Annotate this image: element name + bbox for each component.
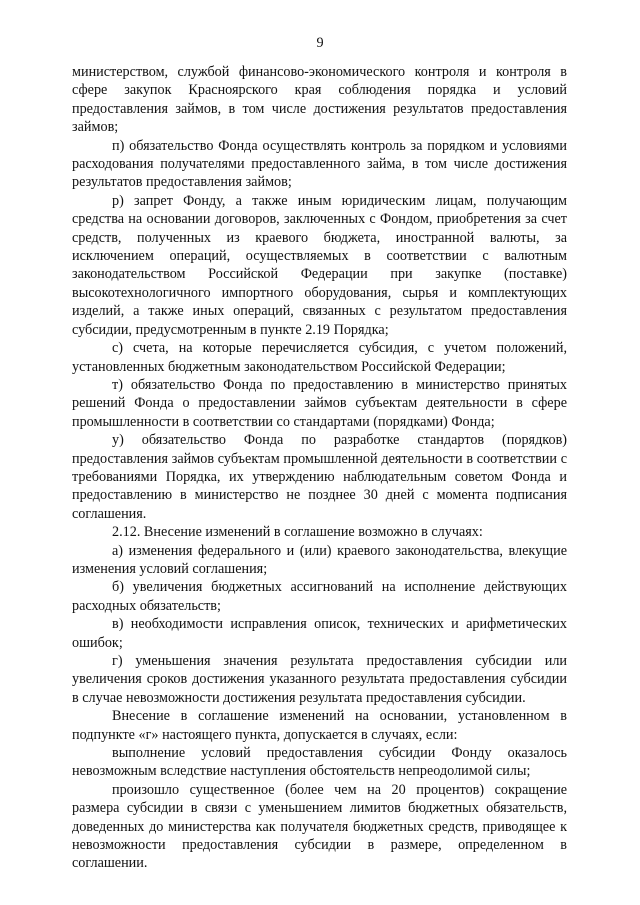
paragraph-case-g: г) уменьшения значения результата предоставления субсидии или увеличения сроков достижения указанного результата предоставления субсидии в случае невозможности достижения результата предоставления субсидии. xyxy=(72,653,567,706)
paragraph-ministry-control: министерством, службой финансово-экономического контроля и контроля в сфере закупок Красноярского края соблюдения порядка и условий предоставления займов, в том числе достижения результатов предоставления займов; xyxy=(72,64,567,136)
paragraph-amendment-grounds: Внесение в соглашение изменений на основании, установленном в подпункте «г» настоящего пункта, допускается в случаях, если: xyxy=(72,708,567,743)
paragraph-case-a: а) изменения федерального и (или) краевого законодательства, влекущие изменения условий соглашения; xyxy=(72,542,567,577)
document-body xyxy=(72,63,567,873)
paragraph-item-t: т) обязательство Фонда по предоставлению в министерство принятых решений Фонда о предоставлении займов субъектам деятельности в сфере промышленности в соответствии со стандартами (порядками) Фонда; xyxy=(72,376,567,430)
paragraph-item-p: п) обязательство Фонда осуществлять контроль за порядком и условиями расходования получателями предоставленного займа, в том числе достижения результатов предоставления займов; xyxy=(72,137,567,191)
paragraph-item-r: р) запрет Фонду, а также иным юридическим лицам, получающим средства на основании договоров, заключенных с Фондом, приобретения за счет средств, полученных из краевого бюджета, иностранной валюты, за исключением операций, осуществляемых в соответствии с валютным законодательством Российской Федерации при закупке (поставке) высокотехнологичного импортного оборудования, сырья и комплектующих изделий, а также иных операций, связанных с результатом предоставления субсидии, предусмотренным в пункте 2.19 Порядка; xyxy=(72,192,567,338)
paragraph-force-majeure: выполнение условий предоставления субсидии Фонду оказалось невозможным вследствие наступления обстоятельств непреодолимой силы; xyxy=(72,745,567,780)
page-number: 9 xyxy=(316,35,324,51)
paragraph-case-v: в) необходимости исправления описок, технических и арифметических ошибок; xyxy=(72,616,567,651)
paragraph-case-b: б) увеличения бюджетных ассигнований на исполнение действующих расходных обязательств; xyxy=(72,579,567,614)
paragraph-item-s: с) счета, на которые перечисляется субсидия, с учетом положений, установленных бюджетным законодательством Российской Федерации; xyxy=(72,340,567,375)
paragraph-subsidy-reduction: произошло существенное (более чем на 20 процентов) сокращение размера субсидии в связи с уменьшением лимитов бюджетных обязательств, доведенных до министерства как получателя бюджетных средств, приводящее к невозможности предоставления субсидии в размере, определенном в соглашении. xyxy=(72,781,567,872)
paragraph-2-12: 2.12. Внесение изменений в соглашение возможно в случаях: xyxy=(112,524,483,541)
paragraph-item-u: у) обязательство Фонда по разработке стандартов (порядков) предоставления займов субъектам промышленной деятельности в соответствии с требованиями Порядка, их утверждению наблюдательным советом Фонда и предоставлению в министерство не позднее 30 дней с момента подписания соглашения. xyxy=(72,432,567,522)
